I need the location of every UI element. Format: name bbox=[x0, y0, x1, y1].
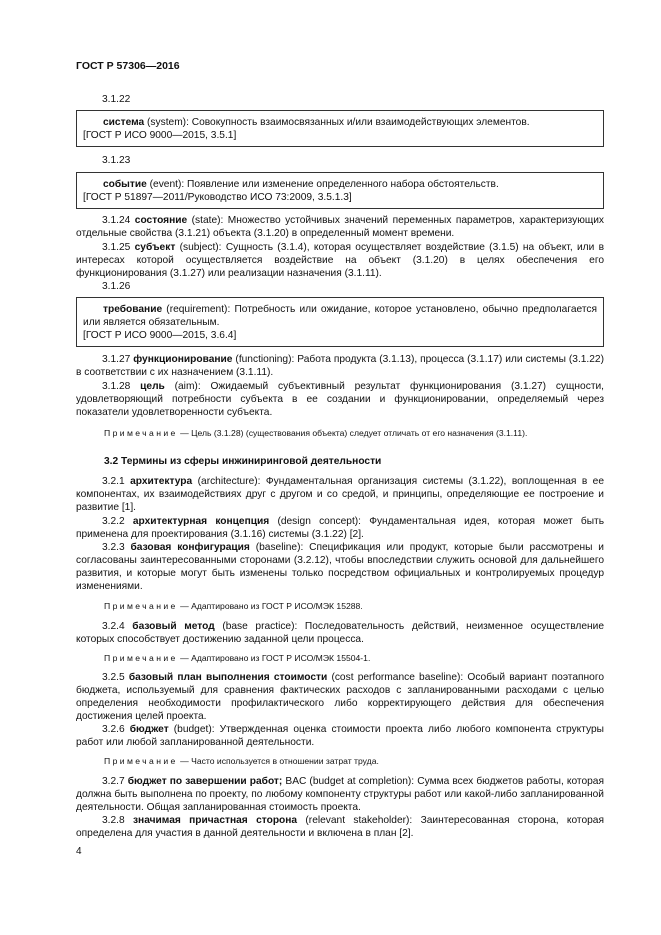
note-label: Примечание bbox=[104, 653, 178, 663]
note-text: — Адаптировано из ГОСТ Р ИСО/МЭК 15504-1. bbox=[177, 653, 371, 663]
definition-text: (baseline): Спецификация или продукт, которые были рассмотрены и согласованы заинтересованными сторонами (3.2.12), чтобы впоследствии служить основой для дальнейшего развития, и которые могут быть изменены только посредством официальных и контролируемых процедур изменениями. bbox=[76, 542, 604, 592]
term: архитектурная концепция bbox=[132, 516, 270, 527]
source-reference: [ГОСТ Р 51897—2011/Руководство ИСО 73:2009, 3.5.1.3] bbox=[83, 192, 352, 203]
definition-text: (state): Множество устойчивых значений переменных параметров, характеризующих отдельные свойства (3.1.21) объекта (3.1.20) в определенный момент времени. bbox=[76, 215, 605, 239]
section-heading: 3.2 Термины из сферы инжиниринговой деятельности bbox=[104, 456, 382, 467]
definition-text: (event): Появление или изменение определенного набора обстоятельств. bbox=[146, 179, 499, 190]
note bbox=[76, 652, 604, 664]
note-text: — Часто используется в отношении затрат труда. bbox=[177, 756, 379, 766]
definition-text: (design concept): Фундаментальная идея, которая может быть применена для проектирования (3.1.16) системы (3.1.22) [2]. bbox=[76, 516, 605, 540]
note bbox=[76, 600, 604, 612]
term: субъект bbox=[134, 242, 176, 253]
entry-number: 3.2.1 bbox=[102, 476, 131, 487]
entry-number: 3.1.27 bbox=[102, 354, 134, 365]
definition-text: (budget): Утвержденная оценка стоимости проекта либо любого компонента структуры работ или любой запланированной деятельности. bbox=[76, 724, 604, 748]
definition-paragraph bbox=[76, 515, 604, 541]
page-number: 4 bbox=[76, 846, 82, 857]
definition-text: BAC (budget at completion): Сумма всех бюджетов работы, которая должна быть выполнена по проекту, по любому компоненту структуры работ или какой-либо запланированной деятельности. Общая запланированная стоимость проекта. bbox=[76, 776, 604, 813]
definition-box bbox=[76, 172, 604, 209]
entry-number: 3.2.6 bbox=[102, 724, 130, 735]
term: базовая конфигурация bbox=[130, 542, 250, 553]
definition-text: (functioning): Работа продукта (3.1.13), процесса (3.1.17) или системы (3.1.22) в соответствии с их назначением (3.1.11). bbox=[76, 354, 604, 378]
term: система bbox=[103, 117, 145, 128]
term: базовый метод bbox=[132, 621, 215, 632]
definition-paragraph bbox=[76, 541, 604, 593]
term: базовый план выполнения стоимости bbox=[128, 672, 328, 683]
definition-paragraph bbox=[76, 380, 604, 419]
source-reference: [ГОСТ Р ИСО 9000—2015, 3.6.4] bbox=[83, 330, 237, 341]
definition-paragraph bbox=[76, 814, 604, 840]
definition-text: (system): Совокупность взаимосвязанных и/или взаимодействующих элементов. bbox=[144, 117, 530, 128]
entry-number: 3.2.5 bbox=[102, 672, 129, 683]
entry-number: 3.1.23 bbox=[102, 155, 131, 166]
note bbox=[76, 755, 604, 767]
definition-box bbox=[76, 297, 604, 347]
definition-paragraph bbox=[76, 671, 604, 723]
term: цель bbox=[140, 381, 165, 392]
definition-text: (aim): Ожидаемый субъективный результат функционирования (3.1.27) сущности, удовлетворяющий потребности субъекта в ее создании и функционировании, определяемый через показатели удовлетворенности субъекта. bbox=[76, 381, 605, 418]
entry-number: 3.1.26 bbox=[102, 281, 131, 292]
note-label: Примечание bbox=[104, 601, 178, 611]
entry-number: 3.1.24 bbox=[102, 215, 135, 226]
definition-text: (subject): Сущность (3.1.4), которая осуществляет воздействие (3.1.5) на объект, или в интересах которой осуществляется воздействие на объект (3.1.20) в целях обеспечения его функционирования (3.1.27) или реализации назначения (3.1.11). bbox=[76, 242, 605, 279]
definition-box bbox=[76, 110, 604, 147]
note-text: — Цель (3.1.28) (существования объекта) следует отличать от его назначения (3.1.11). bbox=[177, 428, 528, 438]
definition-paragraph bbox=[76, 353, 604, 379]
definition-paragraph bbox=[76, 214, 604, 240]
term: состояние bbox=[134, 215, 188, 226]
note-label: Примечание bbox=[104, 428, 178, 438]
definition-text: (base practice): Последовательность действий, неизменное осуществление которых способствует достижению заданной цели процесса. bbox=[76, 621, 604, 645]
note bbox=[76, 427, 604, 439]
definition-text: (cost performance baseline): Особый вариант поэтапного бюджета, используемый для сравнения фактических расходов с запланированными расходами с целью определения необходимости профилактического либо корректирующего действия для обеспечения достижения целей проекта. bbox=[76, 672, 604, 722]
entry-number: 3.1.28 bbox=[102, 381, 141, 392]
definition-paragraph bbox=[76, 723, 604, 749]
definition-text: (relevant stakeholder): Заинтересованная сторона, которая определена для участия в данной деятельности и включена в план [2]. bbox=[76, 815, 604, 839]
term: событие bbox=[103, 179, 147, 190]
entry-number: 3.2.8 bbox=[102, 815, 133, 826]
term: бюджет bbox=[129, 724, 169, 735]
term: значимая причастная сторона bbox=[132, 815, 298, 826]
definition-paragraph bbox=[76, 775, 604, 814]
definition-text: (architecture): Фундаментальная организация системы (3.1.22), воплощенная в ее компонентах, их взаимодействиях друг с другом и со средой, и принципы, определяющие ее построение и развитие [1]. bbox=[76, 476, 604, 513]
definition-paragraph bbox=[76, 241, 604, 280]
term: требование bbox=[103, 304, 163, 315]
note-text: — Адаптировано из ГОСТ Р ИСО/МЭК 15288. bbox=[177, 601, 363, 611]
entry-number: 3.2.3 bbox=[102, 542, 131, 553]
entry-number: 3.2.7 bbox=[102, 776, 128, 787]
entry-number: 3.2.4 bbox=[102, 621, 133, 632]
entry-number: 3.1.22 bbox=[102, 94, 131, 105]
note-label: Примечание bbox=[104, 756, 178, 766]
entry-number: 3.2.2 bbox=[102, 516, 133, 527]
term: бюджет по завершении работ; bbox=[127, 776, 283, 787]
definition-paragraph bbox=[76, 475, 604, 514]
document-code: ГОСТ Р 57306—2016 bbox=[76, 60, 180, 72]
source-reference: [ГОСТ Р ИСО 9000—2015, 3.5.1] bbox=[83, 130, 237, 141]
definition-paragraph bbox=[76, 620, 604, 646]
term: архитектура bbox=[130, 476, 193, 487]
definition-text: (requirement): Потребность или ожидание, которое установлено, обычно предполагается или является обязательным. bbox=[83, 304, 597, 328]
entry-number: 3.1.25 bbox=[102, 242, 135, 253]
term: функционирование bbox=[133, 354, 233, 365]
